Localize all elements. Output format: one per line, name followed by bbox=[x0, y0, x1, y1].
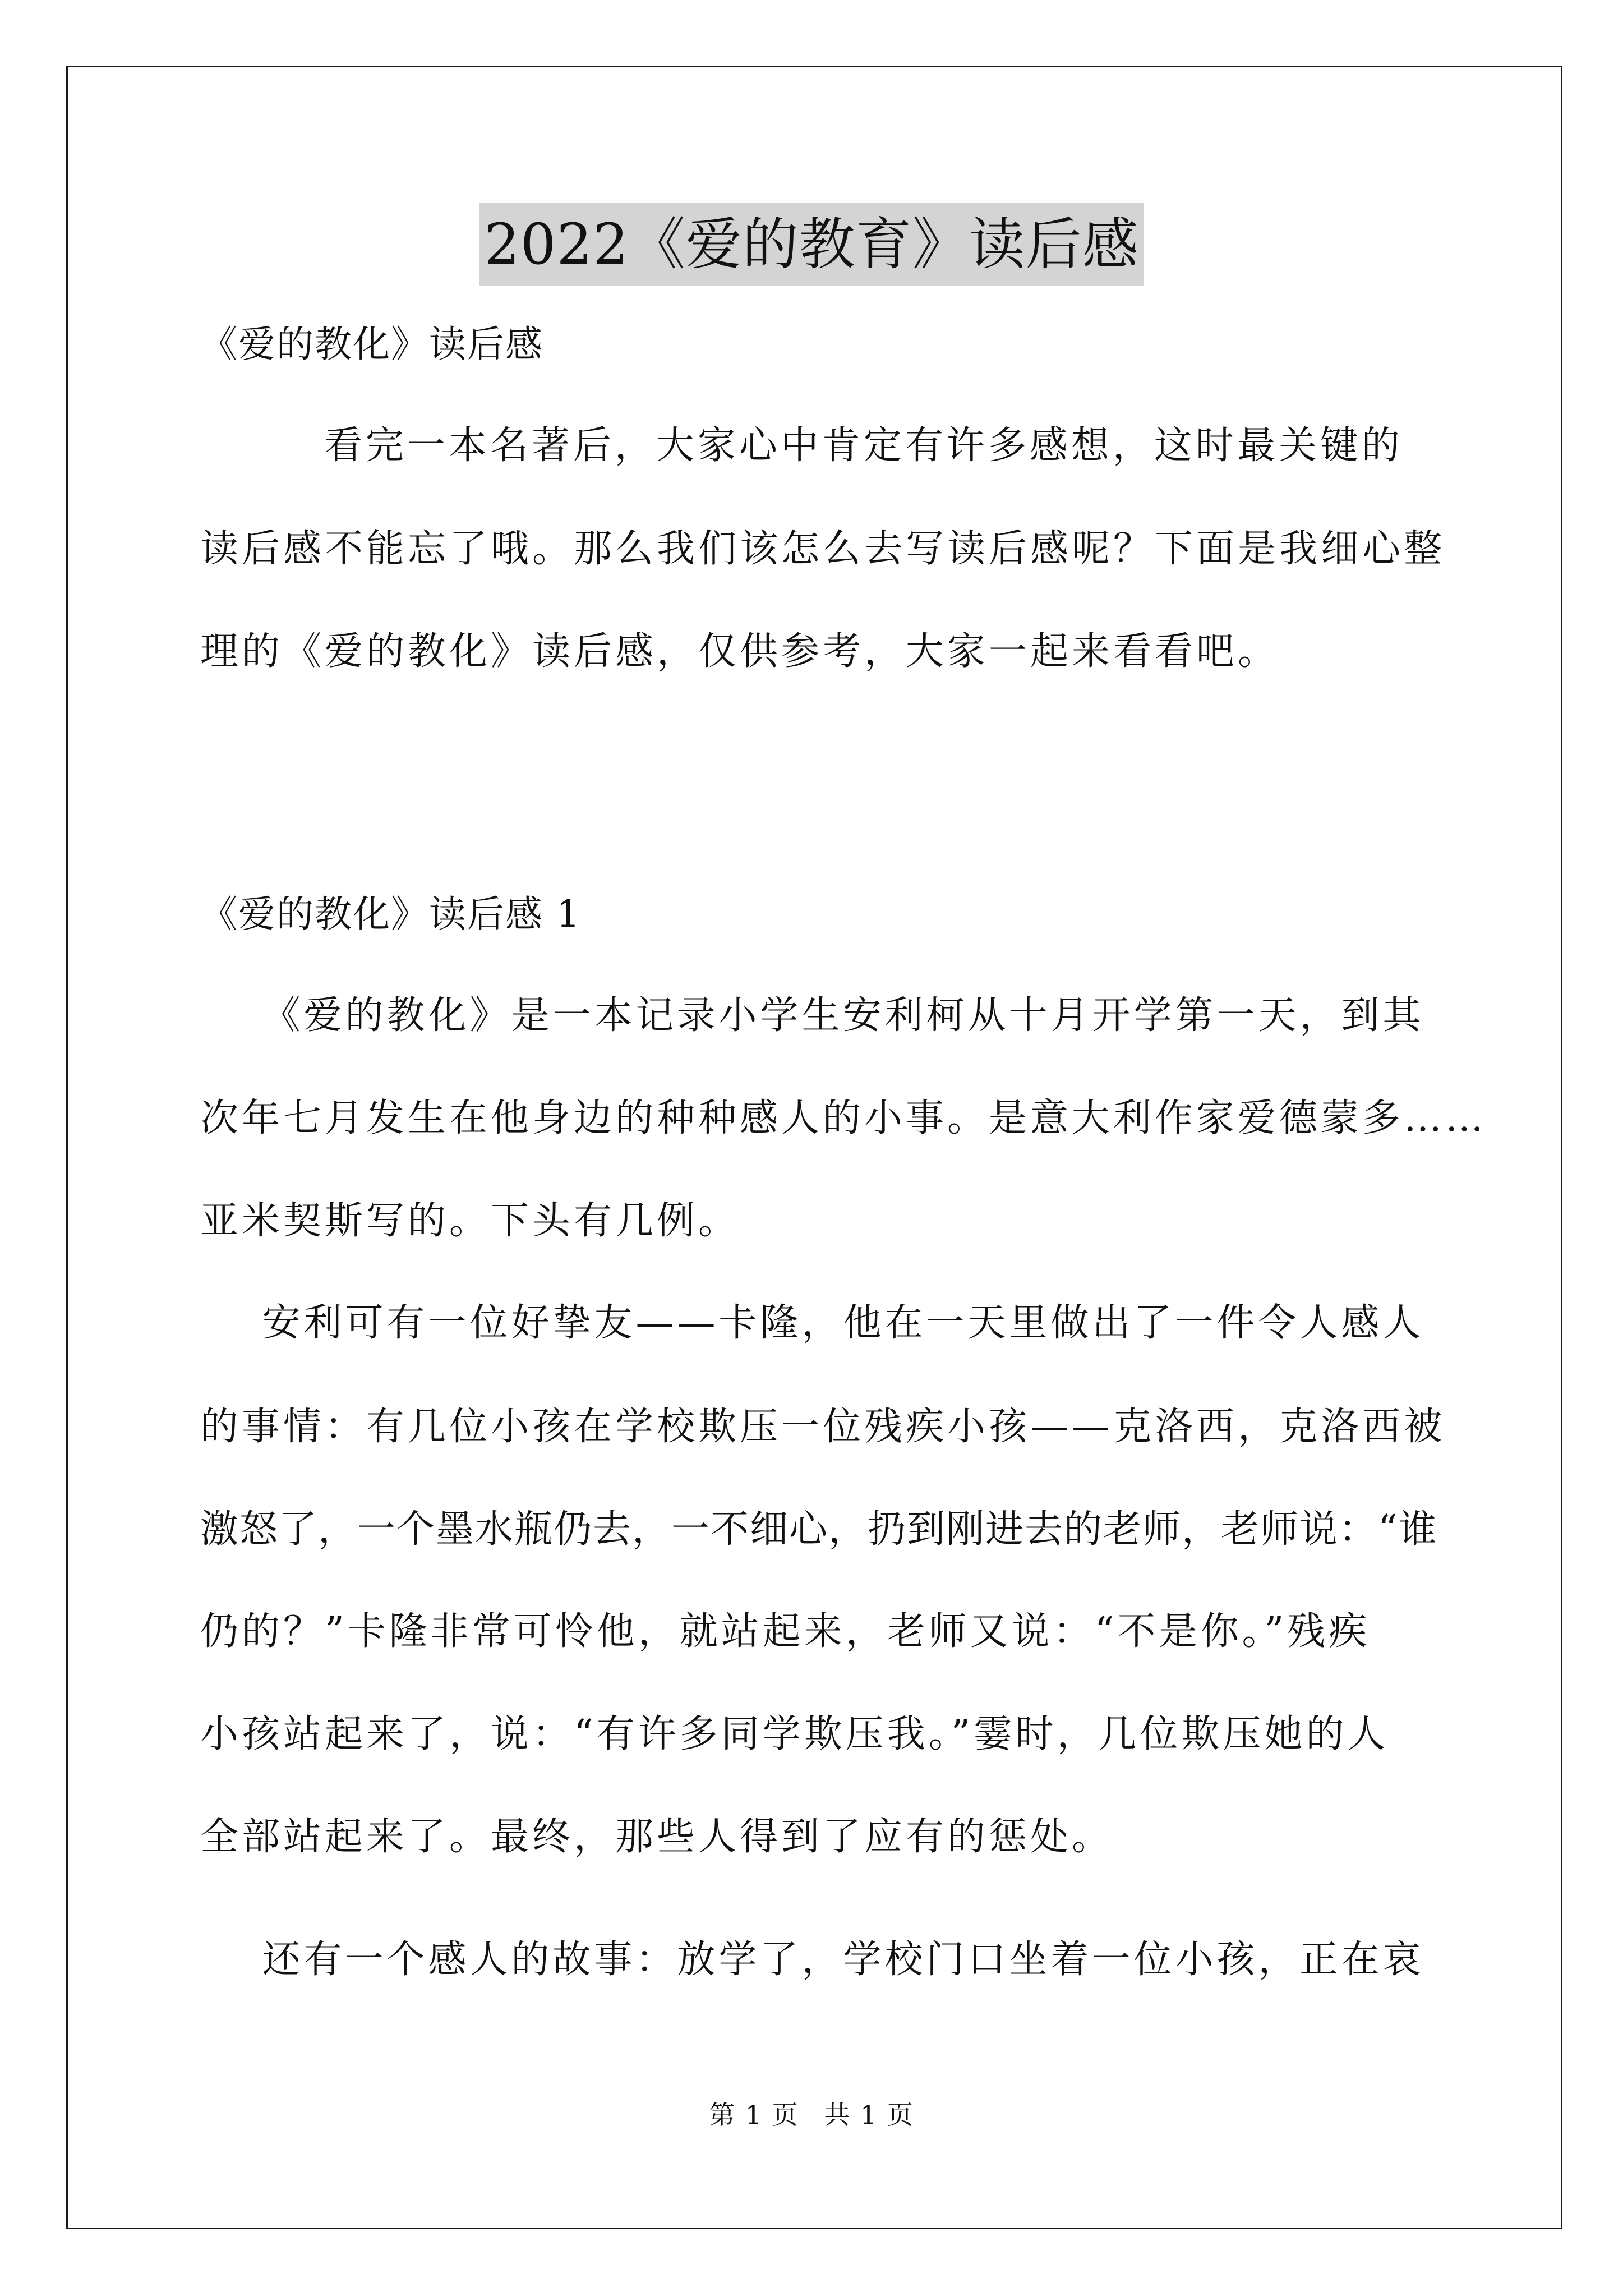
section-heading-1: 《爱的教化》读后感 1 bbox=[200, 892, 581, 936]
paragraph-line: 的事情：有几位小孩在学校欺压一位残疾小孩——克洛西，克洛西被 bbox=[200, 1405, 1446, 1449]
paragraph-line: 次年七月发生在他身边的种种感人的小事。是意大利作家爱德蒙多…… bbox=[200, 1096, 1487, 1140]
paragraph-line: 全部站起来了。最终，那些人得到了应有的惩处。 bbox=[200, 1815, 1114, 1859]
paragraph-line: 读后感不能忘了哦。那么我们该怎么去写读后感呢？下面是我细心整 bbox=[200, 527, 1446, 571]
paragraph-line: 《爱的教化》是一本记录小学生安利柯从十月开学第一天，到其 bbox=[200, 993, 1424, 1038]
page-total: 共 1 页 bbox=[824, 2100, 914, 2130]
title-container bbox=[0, 203, 1623, 286]
paragraph-line: 亚米契斯写的。下头有几例。 bbox=[200, 1199, 740, 1243]
paragraph-line: 仍的？”卡隆非常可怜他，就站起来，老师又说：“不是你。”残疾 bbox=[200, 1609, 1371, 1654]
paragraph-line: 还有一个感人的故事：放学了，学校门口坐着一位小孩，正在哀 bbox=[200, 1938, 1424, 1982]
section-heading-intro: 《爱的教化》读后感 bbox=[200, 323, 543, 366]
paragraph-line: 小孩站起来了，说：“有许多同学欺压我。”霎时，几位欺压她的人 bbox=[200, 1712, 1389, 1756]
paragraph-line: 激怒了，一个墨水瓶仍去，一不细心，扔到刚进去的老师，老师说：“谁 bbox=[200, 1507, 1438, 1552]
page-footer bbox=[0, 2098, 1623, 2132]
page-border bbox=[66, 66, 1562, 2229]
paragraph-line: 看完一本名著后，大家心中肯定有许多感想，这时最关键的 bbox=[200, 424, 1403, 468]
page-number: 第 1 页 bbox=[709, 2100, 799, 2130]
paragraph-line: 理的《爱的教化》读后感，仅供参考，大家一起来看看吧。 bbox=[200, 629, 1280, 674]
document-title: 2022《爱的教育》读后感 bbox=[479, 203, 1144, 286]
paragraph-line: 安利可有一位好挚友——卡隆，他在一天里做出了一件令人感人 bbox=[200, 1301, 1424, 1345]
